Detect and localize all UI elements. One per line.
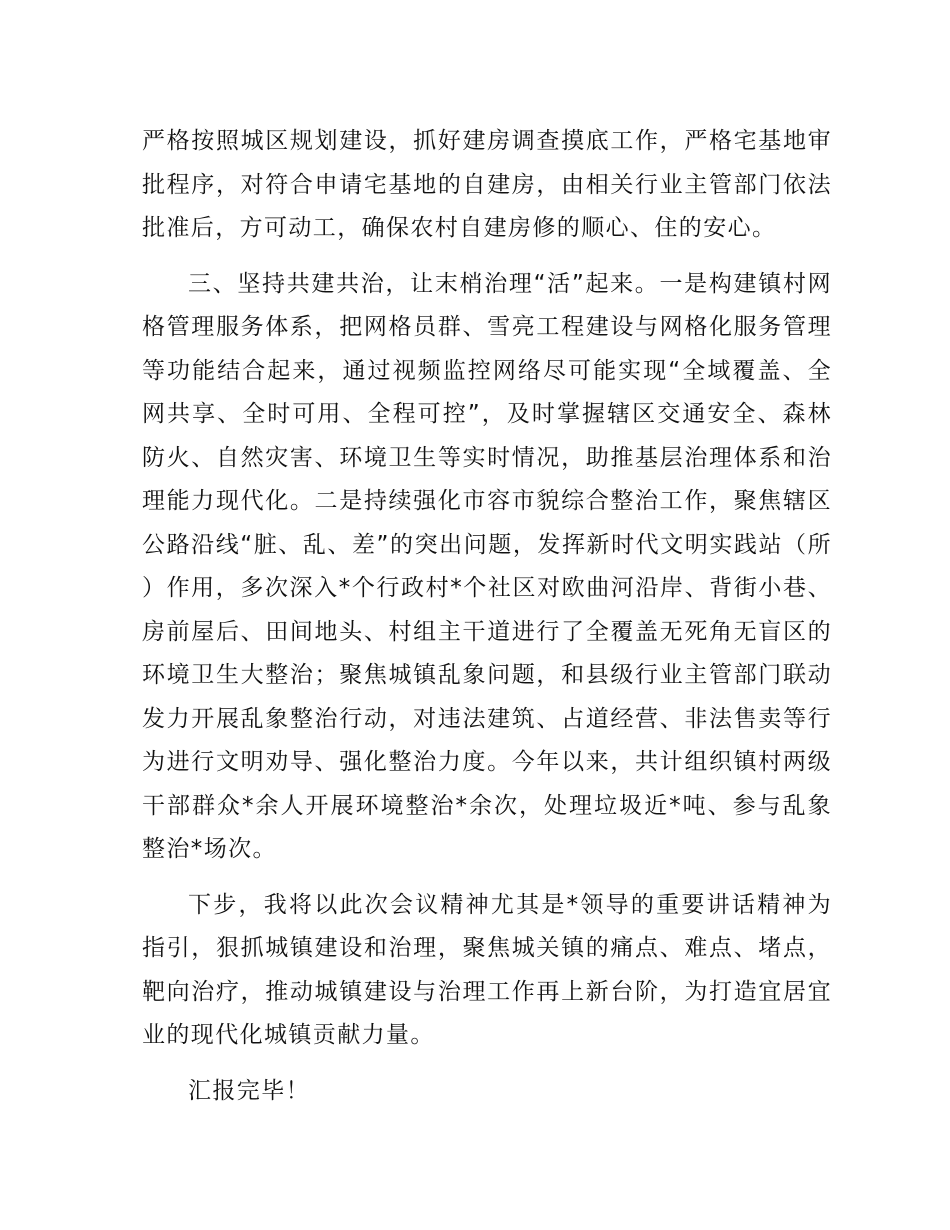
paragraph-next-steps: 下步，我将以此次会议精神尤其是*领导的重要讲话精神为指引，狠抓城镇建设和治理，聚焦城关镇的痛点、难点、堵点，靶向治疗，推动城镇建设与治理工作再上新台阶，为打造宜居宜业的现代化城镇贡献力量。 bbox=[142, 891, 832, 1048]
paragraph-continuation: 严格按照城区规划建设，抓好建房调查摸底工作，严格宅基地审批程序，对符合申请宅基地的自建房，由相关行业主管部门依法批准后，方可动工，确保农村自建房修的顺心、住的安心。 bbox=[142, 128, 832, 241]
paragraph-closing: 汇报完毕！ bbox=[188, 1077, 310, 1104]
document-body bbox=[142, 120, 832, 1113]
paragraph-section-three: 三、坚持共建共治，让末梢治理“活”起来。一是构建镇村网格管理服务体系，把网格员群、雪亮工程建设与网格化服务管理等功能结合起来，通过视频监控网络尽可能实现“全域覆盖、全网共享、全时可用、全程可控”，及时掌握辖区交通安全、森林防火、自然灾害、环境卫生等实时情况，助推基层治理体系和治理能力现代化。二是持续强化市容市貌综合整治工作，聚焦辖区公路沿线“脏、乱、差”的突出问题，发挥新时代文明实践站（所）作用，多次深入*个行政村*个社区对欧曲河沿岸、背街小巷、房前屋后、田间地头、村组主干道进行了全覆盖无死角无盲区的环境卫生大整治；聚焦城镇乱象问题，和县级行业主管部门联动发力开展乱象整治行动，对违法建筑、占道经营、非法售卖等行为进行文明劝导、强化整治力度。今年以来，共计组织镇村两级干部群众*余人开展环境整治*余次，处理垃圾近*吨、参与乱象整治*场次。 bbox=[142, 270, 832, 862]
